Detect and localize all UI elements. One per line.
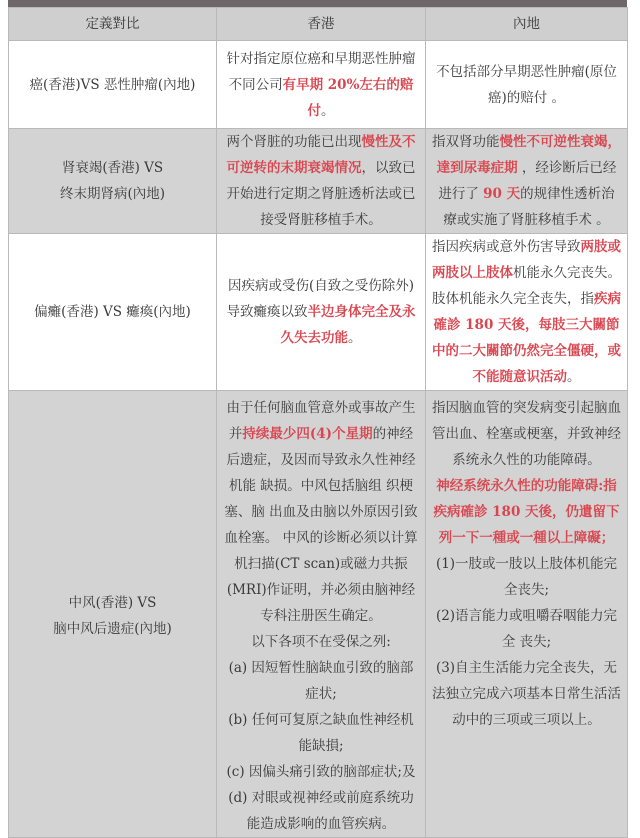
text: 指双肾功能	[432, 134, 500, 150]
highlight-text: 神经系统永久性的功能障碍:指疾病確診 180 天後，仍遺留下列一下一種或一種以上障礙；	[433, 478, 620, 546]
table-row-paralysis	[9, 234, 628, 391]
row-label-line1: 肾衰竭(香港) VS	[61, 160, 164, 176]
comparison-table	[8, 7, 628, 838]
text: 指因疾病或意外伤害导致	[432, 239, 581, 255]
table-row-cancer	[9, 41, 628, 129]
table-top-band	[8, 0, 627, 7]
text: 。	[567, 369, 581, 385]
text: 针对指定原位癌和早期恶性肿瘤不同公司	[226, 50, 416, 93]
row-label-line2: 脑中风后遗症(內地)	[53, 621, 172, 637]
text: 的神经后遗症，及因而导致永久性神经机能 缺损。中风包括脑组 织梗塞、脑 出血及由脑以外原因引致血栓塞。 中风的诊断必须以计算机扫描(CT scan)或磁力共振(MRI)作证明，并必须由脑神经专科注册医生确定。	[224, 426, 418, 624]
row-label-line2: 终末期肾病(內地)	[59, 186, 166, 202]
text: 因疾病或受伤(自致之受伤除外)导致癱瘓以致	[226, 278, 415, 320]
text: 由于任何脑血管意外或事故产生并	[226, 400, 416, 442]
text: 指因脑血管的突发病变引起脑血管出血、栓塞或梗塞，并致神经系统永久性的功能障碍。	[432, 400, 621, 468]
row-label	[9, 41, 217, 129]
text: 的规律性透析治療或实施了肾脏移植手术 。	[443, 186, 615, 228]
highlight-text: 两肢或两肢以上肢体	[432, 239, 621, 281]
highlight-text: 有早期 20%左右的赔付	[282, 76, 414, 119]
condition-item: (3)自主生活能力完全丧失，无法独立完成六项基本日常生活活动中的三项或三项以上。	[432, 660, 621, 728]
text: 。	[321, 102, 335, 119]
row-label	[9, 391, 217, 838]
text: ，经诊断后已经进行了	[438, 160, 617, 202]
table-row-stroke	[9, 391, 628, 838]
highlight-text: 疾病確診 180 天後，每肢三大關節中的二大關節仍然完全僵硬，或不能随意识活动	[432, 291, 621, 385]
condition-item: (1)一肢或一肢以上肢体机能完全丧失;	[435, 556, 618, 598]
exclusion-item: (d) 对眼或视神经或前庭系统功能造成影响的血管疾病。	[228, 790, 414, 832]
text: 两个肾脏的功能已出现	[226, 134, 362, 150]
row-label-line1: 中风(香港) VS	[68, 595, 157, 611]
row-label-text: 偏癱(香港) VS 癱瘓(內地)	[34, 304, 191, 320]
highlight-text: 半边身体完全及永久失去功能	[280, 304, 416, 346]
hk-cell	[217, 41, 426, 129]
cn-cell	[426, 129, 628, 234]
condition-item: (2)语言能力或咀嚼吞咽能力完全 丧失;	[435, 608, 618, 650]
header-mainland: 內地	[426, 8, 628, 41]
highlight-text: 持续最少四(4)个星期	[242, 426, 373, 442]
table-header-row	[9, 8, 628, 41]
row-label	[9, 234, 217, 391]
header-hongkong: 香港	[217, 8, 426, 41]
header-definition: 定義對比	[9, 8, 217, 41]
cn-cell	[426, 234, 628, 391]
highlight-text: 慢性不可逆性衰竭，達到尿毒症期	[436, 134, 621, 176]
exclusions-title: 以下各项不在受保之列:	[251, 634, 391, 650]
hk-cell	[217, 234, 426, 391]
exclusion-item: (c) 因偏头痛引致的脑部症状;及	[226, 764, 416, 780]
hk-cell	[217, 391, 426, 838]
cn-cell	[426, 391, 628, 838]
text: 。	[348, 330, 362, 346]
row-label	[9, 129, 217, 234]
highlight-text: 慢性及不可逆转的末期衰竭情况	[226, 134, 416, 176]
row-label-text: 癌(香港)VS 恶性肿瘤(內地)	[29, 76, 196, 93]
exclusion-item: (a) 因短暂性脑缺血引致的脑部症状;	[228, 660, 414, 702]
hk-cell	[217, 129, 426, 234]
text: 机能永久完丧失。肢体机能永久完全丧失，指	[432, 265, 621, 307]
exclusion-item: (b) 任何可复原之缺血性神经机能缺損;	[228, 712, 414, 754]
highlight-text: 90 天	[483, 186, 521, 202]
text: 不包括部分早期恶性肿瘤(原位癌)的赔付 。	[436, 63, 617, 106]
cn-cell	[426, 41, 628, 129]
text: ，以致已开始进行定期之肾脏透析法或已接受肾脏移植手术。	[226, 160, 416, 228]
table-row-kidney	[9, 129, 628, 234]
